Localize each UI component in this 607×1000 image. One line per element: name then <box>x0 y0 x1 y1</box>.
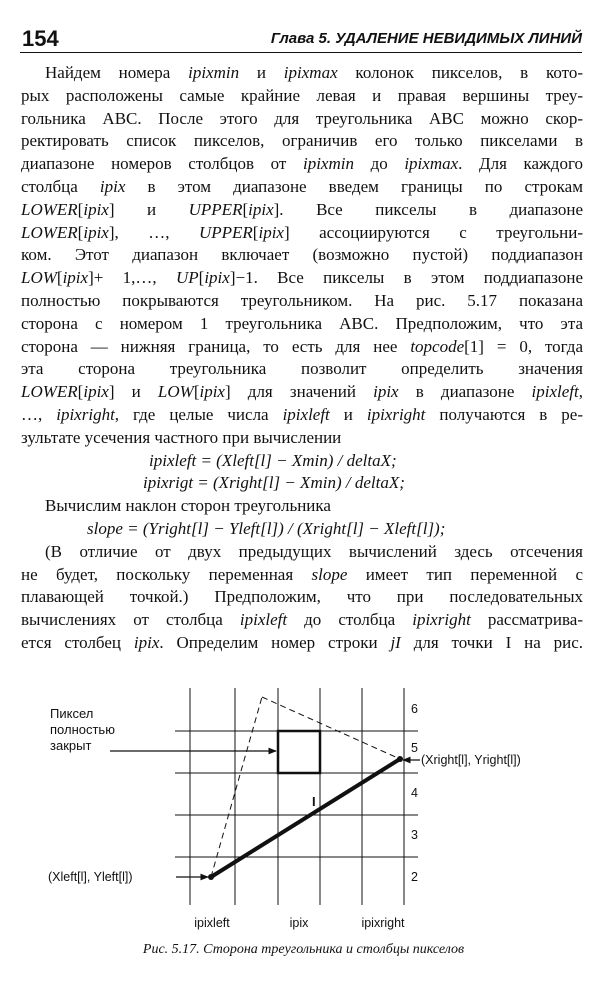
text-line: LOWER[ipix], …, UPPER[ipix] ассоциируются с треугольни- <box>21 222 583 242</box>
covered-pixel-square <box>278 731 320 773</box>
triangle-side-top <box>262 697 400 759</box>
text-line: рых расположены самые крайние левая и правая вершины треу- <box>21 85 583 105</box>
text-line: полностью покрываются треугольником. На рис. 5.17 показана <box>21 290 583 310</box>
text-line: сторона с номером 1 треугольника ABC. Предположим, что эта <box>21 313 583 333</box>
text-line: LOW[ipix]+ 1,…, UP[ipix]−1. Все пикселы в этом поддиапазоне <box>21 268 584 288</box>
pixel-label-line: полностью <box>50 722 115 737</box>
page-number: 154 <box>22 26 59 51</box>
text-line: ком. Этот диапазон включает (возможно пустой) поддиапазон <box>21 245 583 265</box>
y-tick-label: 6 <box>411 702 418 716</box>
equation-slope: slope = (Yright[l] − Yleft[l]) / (Xright[l] − Xleft[l]); <box>87 518 446 538</box>
text-line: гольника ABC. После этого для треугольника ABC можно скор- <box>21 108 583 128</box>
triangle-dashed-sides <box>211 697 400 877</box>
x-tick-label: ipix <box>289 916 309 930</box>
text-line: ется столбец ipix. Определим номер строки jI для точки I на рис. <box>21 632 584 652</box>
equation-ipixleft: ipixleft = (Xleft[l] − Xmin) / deltaX; <box>149 450 397 470</box>
x-tick-label: ipixleft <box>194 916 230 930</box>
figure-caption: Рис. 5.17. Сторона треугольника и столбцы пикселов <box>142 942 465 957</box>
left-point-label: (Xleft[l], Yleft[l]) <box>48 870 133 884</box>
right-vertex <box>397 756 403 762</box>
pixel-grid <box>175 688 418 905</box>
pixel-label-line: Пиксел <box>50 706 94 721</box>
pixel-label-line: закрыт <box>50 738 92 753</box>
y-tick-label: 3 <box>411 828 418 842</box>
right-point-label: (Xright[l], Yright[l]) <box>421 753 521 767</box>
y-tick-label: 4 <box>411 786 418 800</box>
chapter-title: Глава 5. УДАЛЕНИЕ НЕВИДИМЫХ ЛИНИЙ <box>270 30 582 47</box>
text-line: ректировать список пикселов, ограничив его только пикселами в <box>21 131 583 151</box>
text-line: Найдем номера ipixmin и ipixmax колонок пикселов, в кото- <box>45 63 583 82</box>
y-tick-label: 2 <box>411 870 418 884</box>
y-tick-label: 5 <box>411 741 418 755</box>
text-line: не будет, поскольку переменная slope имеет тип переменной с <box>21 564 583 584</box>
text-line: плавающей точкой.) Предположим, что при последовательных <box>21 587 583 607</box>
text-line: эта сторона треугольника позволит определить значения <box>21 359 583 379</box>
text-line: диапазоне номеров столбцов от ipixmin до ipixmax. Для каждого <box>21 154 583 174</box>
text-line: вычислениях от столбца ipixleft до столбца ipixright рассматрива- <box>21 610 583 630</box>
text-line: …, ipixright, где целые числа ipixleft и ipixright получаются в ре- <box>21 404 583 424</box>
text-line: столбца ipix в этом диапазоне введем границы по строкам <box>21 176 583 196</box>
equation-ipixright: ipixrigt = (Xright[l] − Xmin) / deltaX; <box>143 473 405 493</box>
text-line: зультате усечения частного при вычислении <box>21 427 342 447</box>
left-vertex <box>208 874 214 880</box>
text-line: LOWER[ipix] и UPPER[ipix]. Все пикселы в диапазоне <box>21 199 583 219</box>
x-tick-label: ipixright <box>361 916 405 930</box>
text-line: сторона — нижняя граница, то есть для нее topcode[1] = 0, тогда <box>21 336 583 356</box>
text-line: LOWER[ipix] и LOW[ipix] для значений ipix в диапазоне ipixleft, <box>21 382 584 402</box>
point-I-label: I <box>312 794 316 809</box>
text-line: Вычислим наклон сторон треугольника <box>45 496 331 516</box>
text-line: (В отличие от двух предыдущих вычислений здесь отсечения <box>45 541 583 561</box>
